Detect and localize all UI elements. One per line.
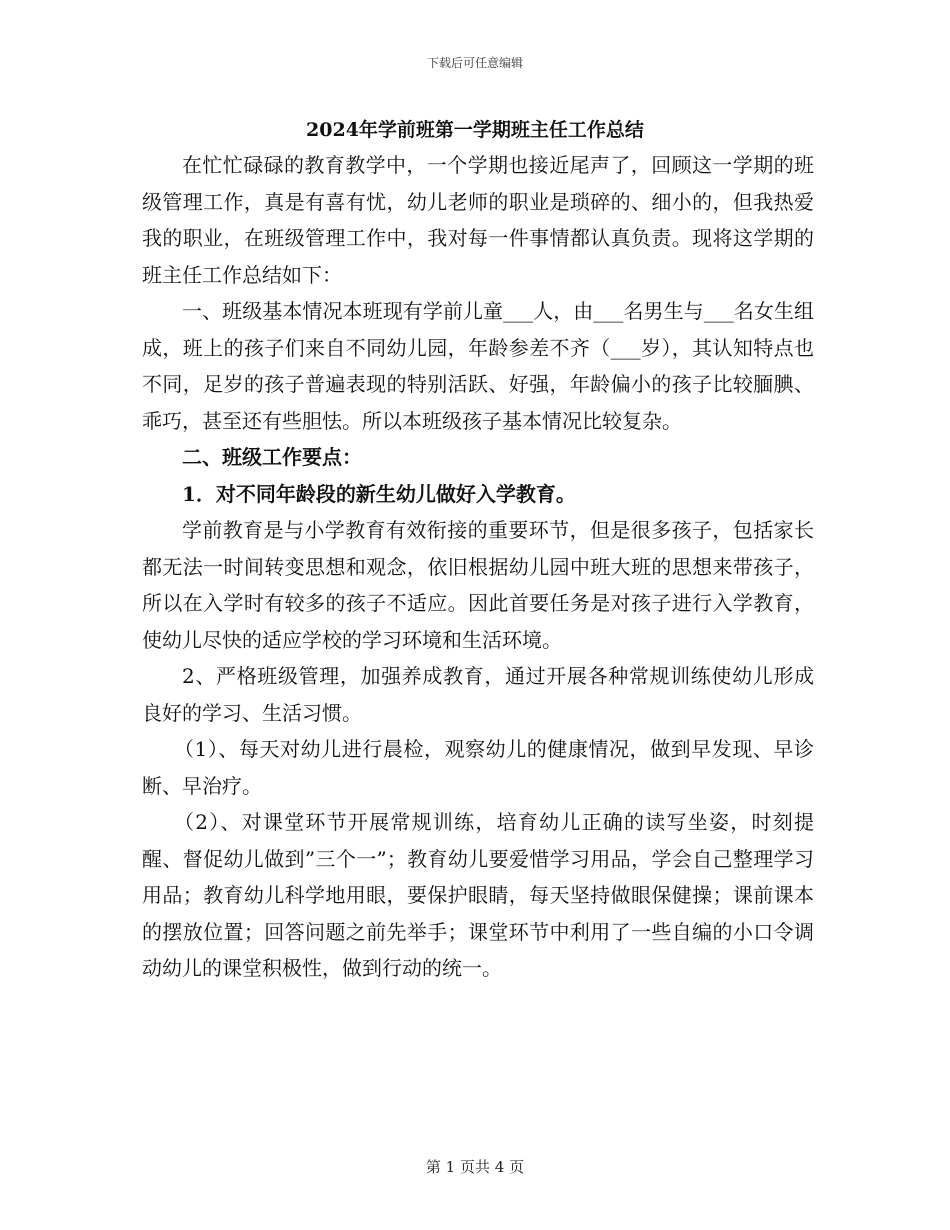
paragraph-intro: 在忙忙碌碌的教育教学中，一个学期也接近尾声了，回顾这一学期的班级管理工作，真是有喜有忧，幼儿老师的职业是琐碎的、细小的，但我热爱我的职业，在班级管理工作中，我对每一件事情都认真负责。现将这学期的班主任工作总结如下： xyxy=(142,153,814,287)
list-item-classroom-training: （2）、对课堂环节开展常规训练，培育幼儿正确的读写坐姿，时刻提醒、督促幼儿做到”三个一”；教育幼儿要爱惜学习用品，学会自己整理学习用品；教育幼儿科学地用眼，要保护眼睛，每天坚持做眼保健操；课前课本的摆放位置；回答问题之前先举手；课堂环节中利用了一些自编的小口令调动幼儿的课堂积极性，做到行动的统一。 xyxy=(142,810,814,980)
subheading-entry-education: 1．对不同年龄段的新生幼儿做好入学教育。 xyxy=(182,481,576,506)
document-title: 2024年学前班第一学期班主任工作总结 xyxy=(306,119,644,141)
list-item-morning-check: （1）、每天对幼儿进行晨检，观察幼儿的健康情况，做到早发现、早诊断、早治疗。 xyxy=(142,737,814,798)
section-heading-work-points: 二、班级工作要点： xyxy=(182,445,362,469)
paragraph-class-overview: 一、班级基本情况本班现有学前儿童___人，由___名男生与___名女生组成，班上的孩子们来自不同幼儿园，年龄参差不齐（___岁），其认知特点也不同，足岁的孩子普遍表现的特别活跃、好强，年龄偏小的孩子比较腼腆、乖巧，甚至还有些胆怯。所以本班级孩子基本情况比较复杂。 xyxy=(142,299,814,433)
paragraph-entry-education: 学前教育是与小学教育有效衔接的重要环节，但是很多孩子，包括家长都无法一时间转变思想和观念，依旧根据幼儿园中班大班的思想来带孩子，所以在入学时有较多的孩子不适应。因此首要任务是对孩子进行入学教育，使幼儿尽快的适应学校的学习环境和生活环境。 xyxy=(142,518,814,652)
paragraph-class-management: 2、严格班级管理，加强养成教育，通过开展各种常规训练使幼儿形成良好的学习、生活习惯。 xyxy=(142,664,814,725)
page-header-note: 下载后可任意编辑 xyxy=(426,56,523,70)
page-number-footer: 第 1 页共 4 页 xyxy=(425,1158,525,1176)
document-body xyxy=(142,147,814,987)
